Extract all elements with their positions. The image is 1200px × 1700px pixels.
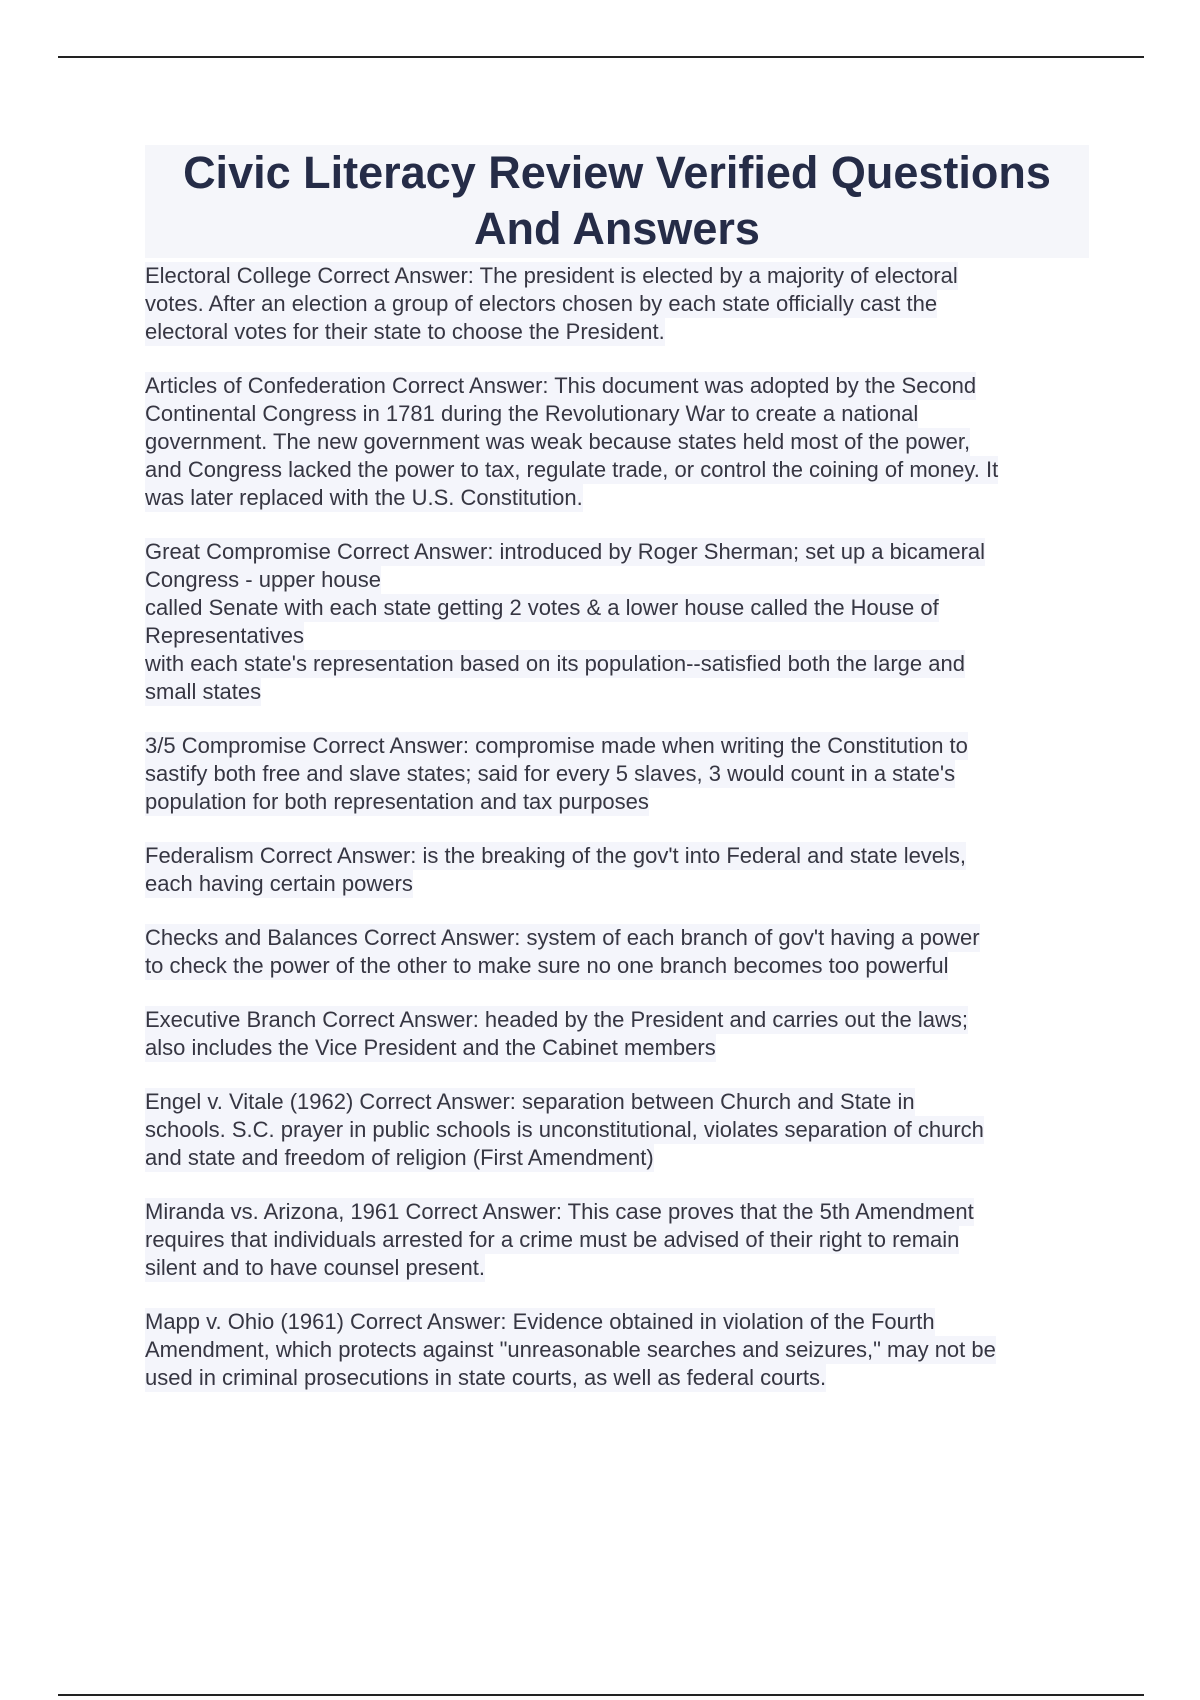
qa-entry-line: Executive Branch Correct Answer: headed by the President and carries out the laws; — [145, 1007, 968, 1032]
document-body — [145, 145, 1089, 1418]
qa-entry-line: population for both representation and tax purposes — [145, 789, 649, 814]
qa-entry-line: Representatives — [145, 623, 304, 648]
qa-entry-line: Congress - upper house — [145, 567, 382, 592]
qa-entry-line: requires that individuals arrested for a crime must be advised of their right to remain — [145, 1227, 960, 1252]
qa-entry-line: Great Compromise Correct Answer: introduced by Roger Sherman; set up a bicameral — [145, 539, 986, 564]
qa-entry — [145, 1308, 1089, 1392]
qa-entry-line: Articles of Confederation Correct Answer: This document was adopted by the Second — [145, 373, 977, 398]
qa-list — [145, 262, 1089, 1392]
qa-entry-line: each having certain powers — [145, 871, 413, 896]
qa-entry-line: Amendment, which protects against "unreasonable searches and seizures," may not be — [145, 1337, 996, 1362]
qa-entry-line: votes. After an election a group of electors chosen by each state officially cast the — [145, 291, 938, 316]
qa-entry — [145, 842, 1089, 898]
qa-entry — [145, 538, 1089, 706]
bottom-rule — [58, 1694, 1144, 1696]
qa-entry — [145, 732, 1089, 816]
qa-entry-line: Continental Congress in 1781 during the Revolutionary War to create a national — [145, 401, 919, 426]
qa-entry — [145, 372, 1089, 512]
qa-entry-line: electoral votes for their state to choose the President. — [145, 319, 665, 344]
qa-entry-line: Federalism Correct Answer: is the breaking of the gov't into Federal and state levels, — [145, 843, 967, 868]
top-rule — [58, 56, 1144, 58]
qa-entry-line: 3/5 Compromise Correct Answer: compromise made when writing the Constitution to — [145, 733, 968, 758]
qa-entry-line: also includes the Vice President and the Cabinet members — [145, 1035, 716, 1060]
qa-entry — [145, 1006, 1089, 1062]
qa-entry — [145, 1198, 1089, 1282]
qa-entry-line: Mapp v. Ohio (1961) Correct Answer: Evidence obtained in violation of the Fourth — [145, 1309, 935, 1334]
qa-entry-line: small states — [145, 679, 262, 704]
qa-entry-line: and state and freedom of religion (First Amendment) — [145, 1145, 654, 1170]
page-title: Civic Literacy Review Verified Questions And Answers — [145, 145, 1089, 258]
qa-entry-line: Checks and Balances Correct Answer: system of each branch of gov't having a power — [145, 925, 980, 950]
qa-entry-line: sastify both free and slave states; said for every 5 slaves, 3 would count in a state's — [145, 761, 956, 786]
qa-entry-line: Engel v. Vitale (1962) Correct Answer: separation between Church and State in — [145, 1089, 915, 1114]
qa-entry-line: with each state's representation based on its population--satisfied both the large and — [145, 651, 965, 676]
qa-entry-line: silent and to have counsel present. — [145, 1255, 486, 1280]
qa-entry-line: Miranda vs. Arizona, 1961 Correct Answer: This case proves that the 5th Amendment — [145, 1199, 974, 1224]
qa-entry-line: Electoral College Correct Answer: The president is elected by a majority of electoral — [145, 263, 958, 288]
qa-entry-line: was later replaced with the U.S. Constitution. — [145, 485, 583, 510]
qa-entry — [145, 262, 1089, 346]
qa-entry — [145, 1088, 1089, 1172]
qa-entry — [145, 924, 1089, 980]
qa-entry-line: used in criminal prosecutions in state courts, as well as federal courts. — [145, 1365, 827, 1390]
qa-entry-line: called Senate with each state getting 2 votes & a lower house called the House of — [145, 595, 939, 620]
qa-entry-line: and Congress lacked the power to tax, regulate trade, or control the coining of money. It — [145, 457, 999, 482]
qa-entry-line: schools. S.C. prayer in public schools is unconstitutional, violates separation of church — [145, 1117, 984, 1142]
qa-entry-line: to check the power of the other to make sure no one branch becomes too powerful — [145, 953, 949, 978]
qa-entry-line: government. The new government was weak because states held most of the power, — [145, 429, 971, 454]
